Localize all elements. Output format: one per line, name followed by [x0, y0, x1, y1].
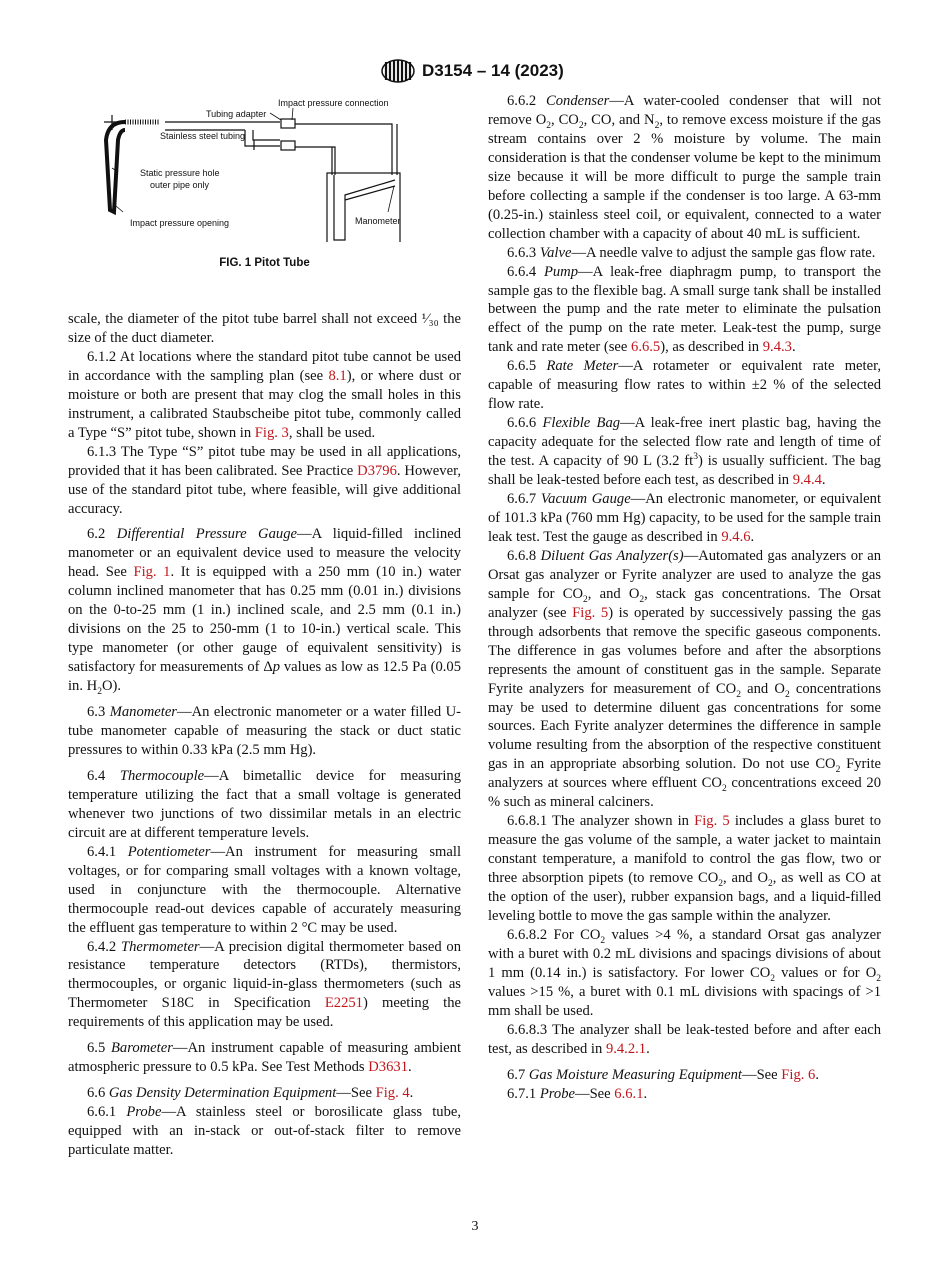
cross-reference-link[interactable]: D3631 — [368, 1059, 408, 1076]
paragraph — [488, 244, 881, 263]
italic-term: Thermocouple — [119, 767, 205, 784]
subscript: 2 — [639, 594, 645, 605]
text-run: —An instrument capable of measuring ambient atmospheric pressure to 0.5 kPa. See Test Methods — [68, 1040, 462, 1076]
text-run: —An electronic manometer, or equivalent of 101.3 kPa (760 mm Hg) capacity, to be used for the sample train leak test. Test the gauge as described in — [488, 491, 881, 545]
text-run: 6.5 — [87, 1040, 111, 1057]
subscript: 2 — [578, 120, 584, 131]
italic-term: Thermometer — [120, 938, 200, 955]
cross-reference-link[interactable]: 9.4.3 — [762, 339, 792, 356]
paragraph — [488, 490, 881, 547]
text-run: , to remove excess moisture if the gas stream contains over 2 % moisture by volume. The main consideration is that the condenser volume be kept to the minimum size because it will be more difficult to purge the sample train before collecting a sample if the condenser is too large. A 63-mm (0.25-in.) stainless steel coil, or equivalent, connected to a water collection chamber with a capacity of about 40 mL is sufficient. — [488, 111, 881, 242]
paragraph — [68, 348, 461, 443]
cross-reference-link[interactable]: 6.6.1 — [614, 1085, 644, 1102]
label-static-pressure-hole: Static pressure hole — [140, 168, 220, 178]
text-run: . — [791, 339, 796, 356]
right-column — [488, 92, 881, 1104]
cross-reference-link[interactable]: 9.4.2.1 — [605, 1040, 647, 1057]
label-impact-pressure-connection: Impact pressure connection — [278, 98, 389, 108]
text-run: . It is equipped with a 250 mm (10 in.) water column inclined manometer that has 0.25 mm (0.01 in.) divisions on the 0-to-25 mm (1 in.) inclined scale, and 2.5 mm (0.1 in.) divisions on the 25 to 250-mm (1 to 10-in.) vertical scale. This type manometer (or other gauge of equivalent sensitivity) is satisfactory for measurements of Δ — [68, 564, 461, 676]
text-run: —See — [336, 1085, 376, 1102]
subscript: 2 — [97, 687, 102, 698]
pitot-tube-figure — [95, 92, 435, 242]
text-run: —A stainless steel or borosilicate glass tube, equipped with an in-stack or out-of-stack filter to remove particulate matter. — [68, 1104, 461, 1159]
text-run: —Automated gas analyzers or an Orsat gas analyzer or Fyrite analyzer are used to analyze the gas sample for CO — [488, 547, 881, 602]
text-run: 6.6.8.2 For CO — [507, 926, 601, 943]
text-run: ) meeting the requirements of this application may be used. — [68, 995, 461, 1031]
subscript: 2 — [546, 120, 551, 131]
paragraph — [488, 1085, 881, 1104]
subscript: 2 — [835, 765, 841, 776]
label-outer-pipe-only: outer pipe only — [150, 180, 210, 190]
label-tubing-adapter: Tubing adapter — [206, 109, 267, 119]
italic-term: Condenser — [546, 93, 610, 109]
italic-term: Probe — [539, 1085, 575, 1102]
paragraph — [68, 843, 461, 938]
text-run: —A rotameter or equivalent rate meter, capable of measuring flow rates to within ±2 % of the selected flow rate. — [488, 358, 881, 413]
text-run: O). — [101, 678, 121, 695]
italic-term: Pump — [543, 263, 578, 280]
text-run: 6.4.2 — [87, 938, 121, 955]
italic-term: Flexible Bag — [542, 415, 621, 432]
text-run: 6.1.3 The Type “S” pitot tube may be used in all applications, provided that it has been calibrated. See Practice — [68, 443, 461, 479]
cross-reference-link[interactable]: Fig. 4 — [375, 1085, 410, 1102]
label-manometer: Manometer — [355, 216, 401, 226]
text-run: 6.1.2 At locations where the standard pitot tube cannot be used in accordance with the sampling plan (see — [68, 348, 461, 384]
text-run: and O — [740, 680, 785, 697]
text-run: , and O — [587, 585, 640, 602]
subscript: 2 — [876, 973, 881, 984]
paragraph — [68, 1103, 461, 1160]
page-number: 3 — [471, 1219, 479, 1234]
paragraph — [68, 443, 461, 519]
paragraph — [68, 525, 461, 696]
paragraph — [68, 310, 461, 348]
text-run: —A water-cooled condenser that will not remove O — [488, 93, 881, 128]
text-run: , and O — [723, 870, 769, 887]
text-run: —An instrument for measuring small voltages, or for comparing small voltages with a known voltage, used in conjuncture with the thermocouple. Alternative thermocouple read-out devices capable of accurately measuring the effluent gas temperature to within 2 °C may be used. — [68, 843, 461, 936]
italic-term: p — [272, 659, 281, 676]
text-run: 6.6.8 — [507, 547, 541, 564]
italic-term: Gas Density Determination Equipment — [108, 1085, 337, 1102]
subscript: 2 — [768, 878, 773, 889]
text-run: 6.4 — [87, 767, 120, 784]
italic-term: Diluent Gas Analyzer(s) — [540, 547, 684, 564]
text-run: . However, use of the standard pitot tube, where feasible, will give additional accuracy. — [68, 462, 461, 517]
subscript: 2 — [718, 878, 723, 889]
subscript: 2 — [736, 689, 741, 700]
text-run: . — [643, 1085, 648, 1102]
text-run: . — [646, 1040, 650, 1057]
text-run: 6.6.4 — [507, 263, 544, 280]
text-run: concentrations exceed 20 % such as mineral calciners. — [488, 775, 882, 811]
italic-term: Potentiometer — [127, 843, 211, 860]
left-column — [68, 310, 461, 1160]
subscript: 2 — [600, 935, 606, 946]
text-run: . — [815, 1066, 820, 1083]
text-run: 6.6.2 — [507, 93, 547, 109]
subscript: 2 — [721, 784, 727, 795]
cross-reference-link[interactable]: Fig. 1 — [133, 564, 171, 581]
text-run: . — [750, 528, 755, 545]
astm-logo-icon — [380, 58, 416, 84]
text-run: 6.6.3 — [507, 244, 540, 261]
text-run: 6.6.8.1 The analyzer shown in — [507, 813, 695, 830]
cross-reference-link[interactable]: 6.6.5 — [631, 339, 661, 356]
figure-caption: FIG. 1 Pitot Tube — [219, 257, 310, 269]
text-run: 6.6.7 — [507, 491, 541, 508]
text-run: concentrations may be used to determine diluent gas concentrations for some sources. Each Fyrite analyzer determines the difference in sample volume resulting from the absorption of the respective constituent gas in an appropriate absorbing solution. Do not use CO — [488, 680, 881, 773]
text-run: —See — [741, 1066, 782, 1083]
text-run: 6.6.8.3 The analyzer shall be leak-tested before and after each test, as described in — [488, 1021, 881, 1057]
paragraph — [488, 926, 881, 1021]
paragraph — [488, 414, 881, 490]
italic-term: Vacuum Gauge — [540, 491, 631, 508]
italic-term: Probe — [126, 1104, 162, 1121]
text-run: 6.6.5 — [507, 358, 547, 375]
text-run: ), or where dust or moisture or both are present that may clog the small holes in this instrument, a calibrated Staubscheibe pitot tube, commonly called a Type “S” pitot tube, shown in — [68, 367, 461, 441]
cross-reference-link[interactable]: Fig. 5 — [694, 813, 730, 830]
text-run: values or for O — [775, 964, 877, 981]
cross-reference-link[interactable]: E2251 — [324, 995, 363, 1012]
subscript: 2 — [583, 594, 588, 605]
text-run: ), as described in — [660, 339, 763, 356]
text-run: 6.4.1 — [87, 843, 128, 860]
cross-reference-link[interactable]: Fig. 6 — [781, 1066, 816, 1083]
paragraph — [488, 1066, 881, 1085]
italic-term: Valve — [539, 244, 572, 261]
text-run: ) is operated by successively passing the gas through adsorbents that remove the specific gaseous components. The difference in gas volumes before and after the absorptions represents the amount of constituent gas in the sample. Separate Fyrite analyzers for measurement of CO — [488, 604, 881, 697]
document-header — [380, 58, 564, 84]
text-run: . — [409, 1085, 414, 1102]
subscript: 2 — [784, 689, 790, 700]
italic-term: Differential Pressure Gauge — [116, 526, 297, 543]
text-run: 6.6.1 — [87, 1104, 127, 1121]
paragraph — [68, 1039, 461, 1077]
text-run: —A precision digital thermometer based on resistance temperature detectors (RTDs), thermistors, thermocouples, or organic liquid-in-glass thermometers (such as Thermometer S18C in Specification — [68, 938, 461, 1012]
text-run: values >4 %, a standard Orsat gas analyzer with a buret with 0.2 mL divisions and spacings divisions of about 1 mm (0.14 in.) is satisfactory. For lower CO — [488, 926, 881, 981]
paragraph — [68, 938, 461, 1033]
document-designation: D3154 – 14 (2023) — [422, 61, 564, 80]
paragraph — [488, 1021, 881, 1059]
superscript: 3 — [693, 452, 698, 463]
text-run: 6.7 — [507, 1066, 529, 1083]
text-run: scale, the diameter of the pitot tube barrel shall not exceed ¹⁄₃₀ the size of the duct diameter. — [68, 311, 461, 346]
paragraph — [488, 92, 881, 244]
label-impact-pressure-opening: Impact pressure opening — [130, 218, 230, 228]
text-run: —A needle valve to adjust the sample gas flow rate. — [571, 244, 876, 261]
text-run: ) is usually sufficient. The bag shall be leak-tested before each test, as described in — [488, 453, 881, 489]
subscript: 2 — [770, 973, 775, 984]
text-run: 6.7.1 — [507, 1085, 540, 1102]
text-run: , stack gas concentrations. The Orsat analyzer (see — [488, 585, 881, 621]
text-run: —An electronic manometer or a water filled U-tube manometer capable of measuring the stack or duct static pressures to within 0.33 kPa (2.5 mm Hg). — [68, 704, 461, 758]
paragraph — [68, 703, 461, 760]
paragraph — [488, 357, 881, 414]
cross-reference-link[interactable]: Fig. 3 — [254, 424, 289, 441]
italic-term: Manometer — [109, 704, 177, 721]
text-run: —A bimetallic device for measuring temperature utilizing the fact that a small voltage is generated whenever two junctions of two dissimilar metals in an electric circuit are at different temperature levels. — [68, 767, 462, 841]
text-run: —A liquid-filled inclined manometer or an equivalent device used to measure the velocity head. See — [68, 526, 461, 581]
italic-term: Rate Meter — [546, 358, 619, 375]
cross-reference-link[interactable]: D3796 — [357, 462, 397, 479]
text-run: values >15 %, a buret with 0.1 mL divisions with spacings of >1 mm shall be used. — [488, 983, 881, 1019]
cross-reference-link[interactable]: Fig. 5 — [572, 604, 609, 621]
paragraph — [488, 812, 881, 926]
text-run: 6.6.6 — [507, 415, 543, 432]
text-run: —See — [574, 1085, 615, 1102]
italic-term: Gas Moisture Measuring Equipment — [528, 1066, 742, 1083]
text-run: , CO, and N — [583, 111, 655, 128]
subscript: 2 — [654, 120, 660, 131]
text-run: —A leak-free diaphragm pump, to transport the sample gas to the flexible bag. A small surge tank shall be installed between the pump and the rate meter to eliminate the pulsation effect of the pump on the rate meter. Leak-test the pump, surge tank and rate meter (see — [488, 263, 881, 356]
paragraph — [68, 767, 461, 843]
cross-reference-link[interactable]: 8.1 — [328, 367, 347, 384]
label-stainless-steel-tubing: Stainless steel tubing — [160, 131, 246, 141]
text-run: 6.6 — [87, 1085, 109, 1102]
italic-term: Barometer — [111, 1040, 173, 1057]
text-run: includes a glass buret to measure the gas volume of the sample, a water jacket to maintain constant temperature, a manifold to control the gas flow, two or three absorption pipets (to remove CO — [488, 813, 882, 887]
paragraph — [488, 263, 881, 358]
paragraph — [488, 547, 881, 812]
text-run: —A leak-free inert plastic bag, having the capacity adequate for the selected flow rate and length of time of the test. A capacity of 90 L (3.2 ft — [488, 415, 881, 470]
text-run: values as low as 12.5 Pa (0.05 in. H — [68, 659, 461, 695]
text-run: , CO — [550, 111, 579, 128]
paragraph — [68, 1084, 461, 1103]
text-run: . — [408, 1059, 412, 1076]
pitot-tube-barrel — [106, 122, 125, 212]
cross-reference-link[interactable]: 9.4.4 — [792, 472, 822, 489]
text-run: 6.2 — [87, 526, 117, 543]
text-run: , shall be used. — [288, 424, 376, 441]
text-run: , as well as CO at the option of the user), rubber expansion bags, and a liquid-filled leveling bottle to move the gas sample within the analyzer. — [488, 870, 882, 924]
text-run: . — [821, 472, 826, 489]
text-run: Fyrite analyzers at sources where effluent CO — [488, 756, 881, 792]
cross-reference-link[interactable]: 9.4.6 — [721, 528, 751, 545]
text-run: 6.3 — [87, 704, 110, 721]
